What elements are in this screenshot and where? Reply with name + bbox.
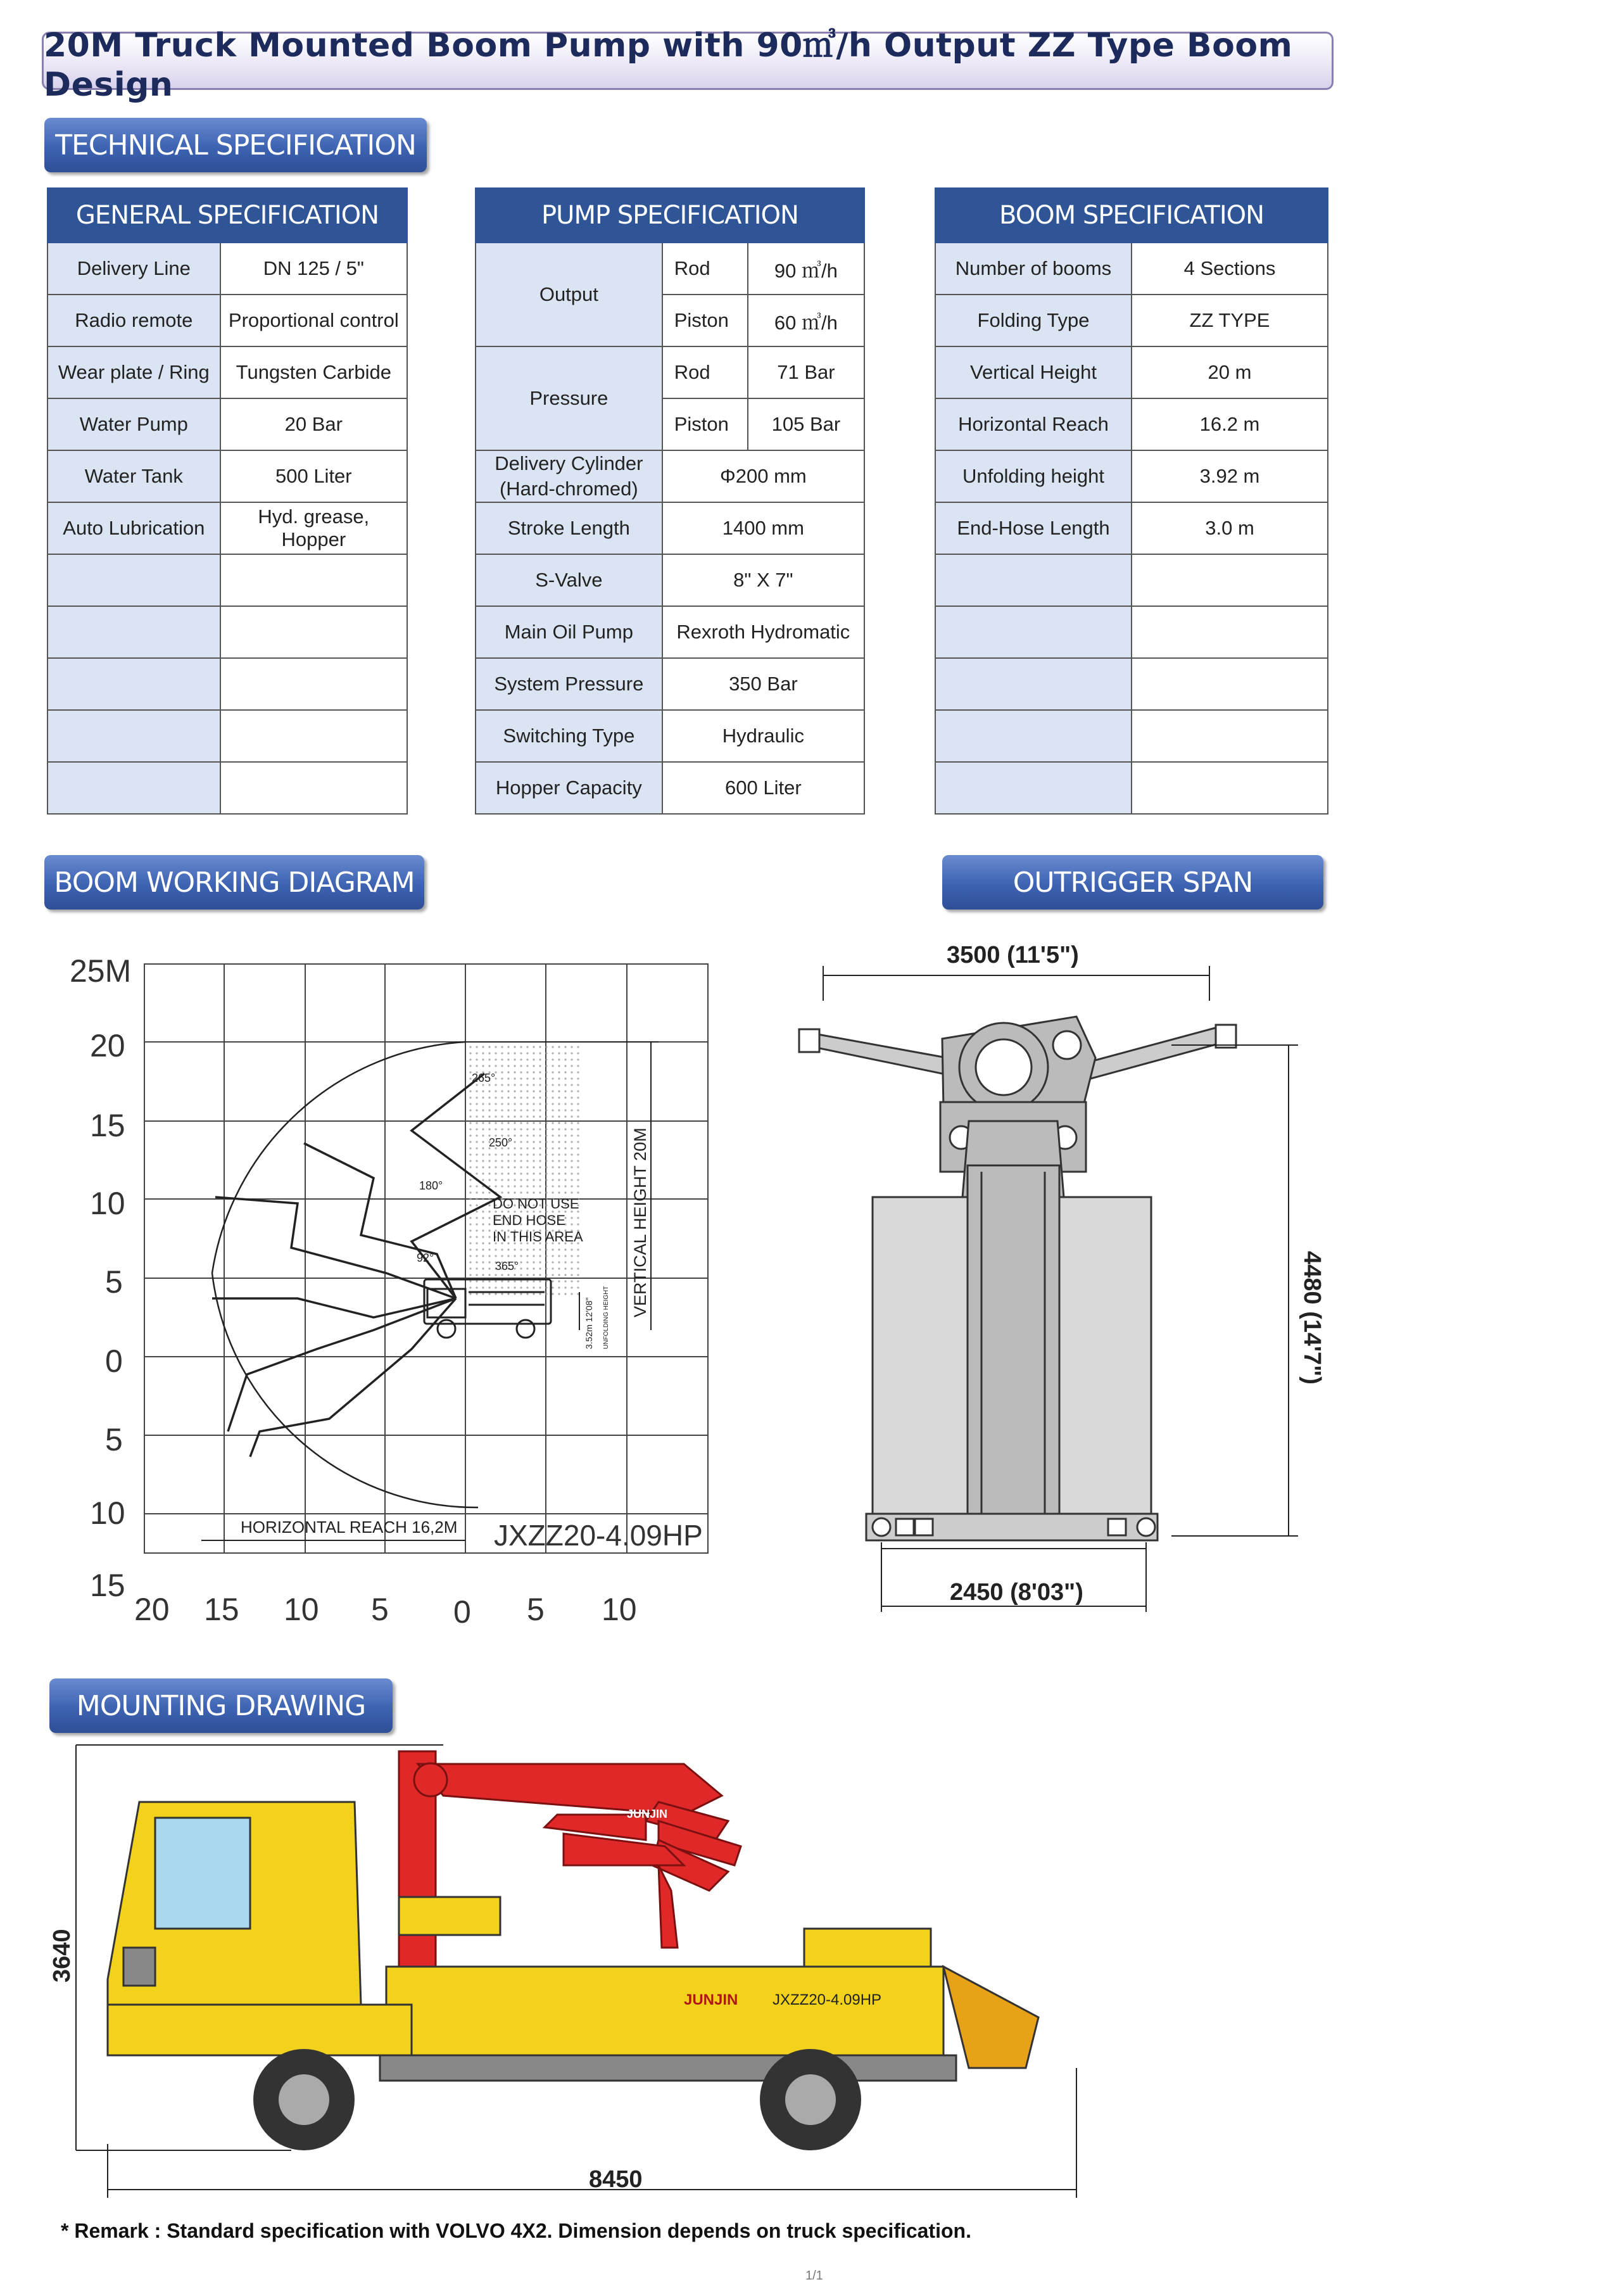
y-tick-label: 20 [90,1028,125,1063]
cylinder-label-line1: Delivery Cylinder [495,452,643,474]
vertical-height-label: VERTICAL HEIGHT 20M [631,1127,650,1317]
angle-label: 250° [489,1136,513,1149]
boom-spec-table [935,187,1328,815]
angle-label: 92° [417,1252,434,1264]
spec-value: 350 Bar [662,658,864,710]
pump-spec-header: PUMP SPECIFICATION [476,188,864,243]
angle-label: 180° [419,1179,443,1192]
boom-working-diagram-heading: BOOM WORKING DIAGRAM [44,855,424,910]
table-row [476,710,864,762]
y-tick-label: 25M [70,953,132,989]
page-number: 1/1 [805,2269,823,2283]
mounting-height-dimension: 3640 [49,1929,75,1982]
cylinder-label-line2: (Hard-chromed) [499,478,638,500]
table-row [935,346,1328,398]
table-row [476,554,864,606]
outrigger-bottom-dimension: 2450 (8'03") [950,1579,1083,1606]
truck-model-label: JXZZ20-4.09HP [773,1991,882,2008]
outrigger-side-dimension: 4480 (14'7") [1299,1251,1325,1385]
empty-row [47,606,407,658]
spec-label: System Pressure [476,658,662,710]
spec-value: 20 m [1132,346,1328,398]
spec-label: Delivery Line [47,243,220,295]
spec-label: Water Tank [47,450,220,502]
angle-label: 365° [495,1260,519,1272]
spec-label: Wear plate / Ring [47,346,220,398]
spec-value: 20 Bar [220,398,407,450]
spec-label: Hopper Capacity [476,762,662,814]
table-row [47,398,407,450]
spec-sublabel: Rod [662,243,748,295]
spec-label: End-Hose Length [935,502,1132,554]
remark-text: * Remark : Standard specification with VOLVO 4X2. Dimension depends on truck specification. [61,2219,971,2242]
spec-value: 3.0 m [1132,502,1328,554]
spec-label: Number of booms [935,243,1132,295]
spec-value: 60 ㎥/h [748,295,864,346]
general-spec-header: GENERAL SPECIFICATION [47,188,407,243]
spec-value: 500 Liter [220,450,407,502]
y-tick-label: 10 [90,1495,125,1531]
table-row [935,243,1328,295]
table-row [935,398,1328,450]
diagram-model-label: JXZZ20-4.09HP [494,1519,703,1552]
spec-label [476,450,662,502]
empty-row [935,710,1328,762]
mounting-length-dimension: 8450 [589,2166,643,2193]
y-tick-label: 10 [90,1186,125,1221]
table-row [47,243,407,295]
spec-label: Unfolding height [935,450,1132,502]
x-tick-label: 10 [602,1592,637,1627]
table-row [47,346,407,398]
empty-row [935,554,1328,606]
diagram-y-axis [70,953,131,1603]
y-tick-label: 5 [105,1422,123,1457]
spec-label: Auto Lubrication [47,502,220,554]
x-tick-label: 10 [284,1592,319,1627]
x-tick-label: 20 [134,1592,170,1627]
spec-sublabel: Piston [662,398,748,450]
empty-row [935,606,1328,658]
spec-label: Stroke Length [476,502,662,554]
spec-value: Hydraulic [662,710,864,762]
empty-row [47,762,407,814]
spec-value: 1400 mm [662,502,864,554]
spec-sublabel: Rod [662,346,748,398]
warning-line: IN THIS AREA [493,1229,583,1245]
spec-label: Main Oil Pump [476,606,662,658]
spec-label: S-Valve [476,554,662,606]
warning-line: DO NOT USE [493,1196,579,1212]
spec-value: 8" X 7" [662,554,864,606]
x-tick-label: 0 [453,1594,471,1630]
empty-row [47,658,407,710]
spec-value: 3.92 m [1132,450,1328,502]
diagram-x-axis [134,1592,637,1630]
x-tick-label: 15 [204,1592,239,1627]
spec-label: Water Pump [47,398,220,450]
table-row [47,450,407,502]
outrigger-frame [799,1017,1236,1540]
spec-value: 16.2 m [1132,398,1328,450]
page-title: 20M Truck Mounted Boom Pump with 90㎥/h Output ZZ Type Boom Design [44,26,1293,104]
truck-brand-label: JUNJIN [684,1991,738,2008]
spec-value: 71 Bar [748,346,864,398]
outrigger-span-diagram [779,931,1336,1621]
y-tick-label: 0 [105,1343,123,1379]
boom-arm [399,1751,741,1979]
spec-value: Tungsten Carbide [220,346,407,398]
table-row [47,295,407,346]
outrigger-top-dimension: 3500 (11'5") [947,942,1079,968]
spec-value: 4 Sections [1132,243,1328,295]
technical-spec-heading: TECHNICAL SPECIFICATION [44,118,427,172]
table-row [476,243,864,295]
spec-value: Hyd. grease, Hopper [220,502,407,554]
table-row [476,762,864,814]
horizontal-reach-label: HORIZONTAL REACH 16,2M [241,1518,458,1537]
mounting-drawing-heading: MOUNTING DRAWING [49,1678,393,1733]
spec-label: Vertical Height [935,346,1132,398]
table-row [476,658,864,710]
spec-value: 90 ㎥/h [748,243,864,295]
empty-row [935,658,1328,710]
spec-sublabel: Piston [662,295,748,346]
spec-value: Proportional control [220,295,407,346]
y-tick-label: 15 [90,1568,125,1603]
spec-value: ZZ TYPE [1132,295,1328,346]
table-row [476,346,864,398]
table-row [476,606,864,658]
unfolding-height-label: UNFOLDING HEIGHT [603,1286,610,1349]
spec-value: 600 Liter [662,762,864,814]
empty-row [47,554,407,606]
outrigger-span-heading: OUTRIGGER SPAN [942,855,1323,910]
spec-label: Pressure [476,346,662,450]
spec-label: Radio remote [47,295,220,346]
angle-label: 265° [472,1072,496,1084]
spec-value: 105 Bar [748,398,864,450]
table-row [935,450,1328,502]
table-row [476,502,864,554]
boom-brand-label: JUNJIN [627,1808,668,1820]
empty-row [47,710,407,762]
table-row [47,502,407,554]
title-bar [42,26,1334,104]
spec-value: Rexroth Hydromatic [662,606,864,658]
table-row [935,502,1328,554]
spec-label: Output [476,243,662,346]
spec-value: DN 125 / 5" [220,243,407,295]
pump-spec-table [475,187,865,815]
empty-row [935,762,1328,814]
boom-positions [212,1074,500,1457]
spec-label: Switching Type [476,710,662,762]
x-tick-label: 5 [371,1592,389,1627]
spec-value: Φ200 mm [662,450,864,502]
unfolding-height-value: 3.52m 12'08" [584,1297,594,1349]
table-row [935,295,1328,346]
table-row [476,450,864,502]
warning-line: END HOSE [493,1212,565,1228]
general-spec-table [47,187,408,815]
mounting-drawing [38,1739,1127,2214]
x-tick-label: 5 [527,1592,545,1627]
spec-label: Folding Type [935,295,1132,346]
y-tick-label: 15 [90,1108,125,1143]
spec-label: Horizontal Reach [935,398,1132,450]
boom-spec-header: BOOM SPECIFICATION [935,188,1328,243]
y-tick-label: 5 [105,1264,123,1300]
boom-working-diagram [57,937,741,1640]
